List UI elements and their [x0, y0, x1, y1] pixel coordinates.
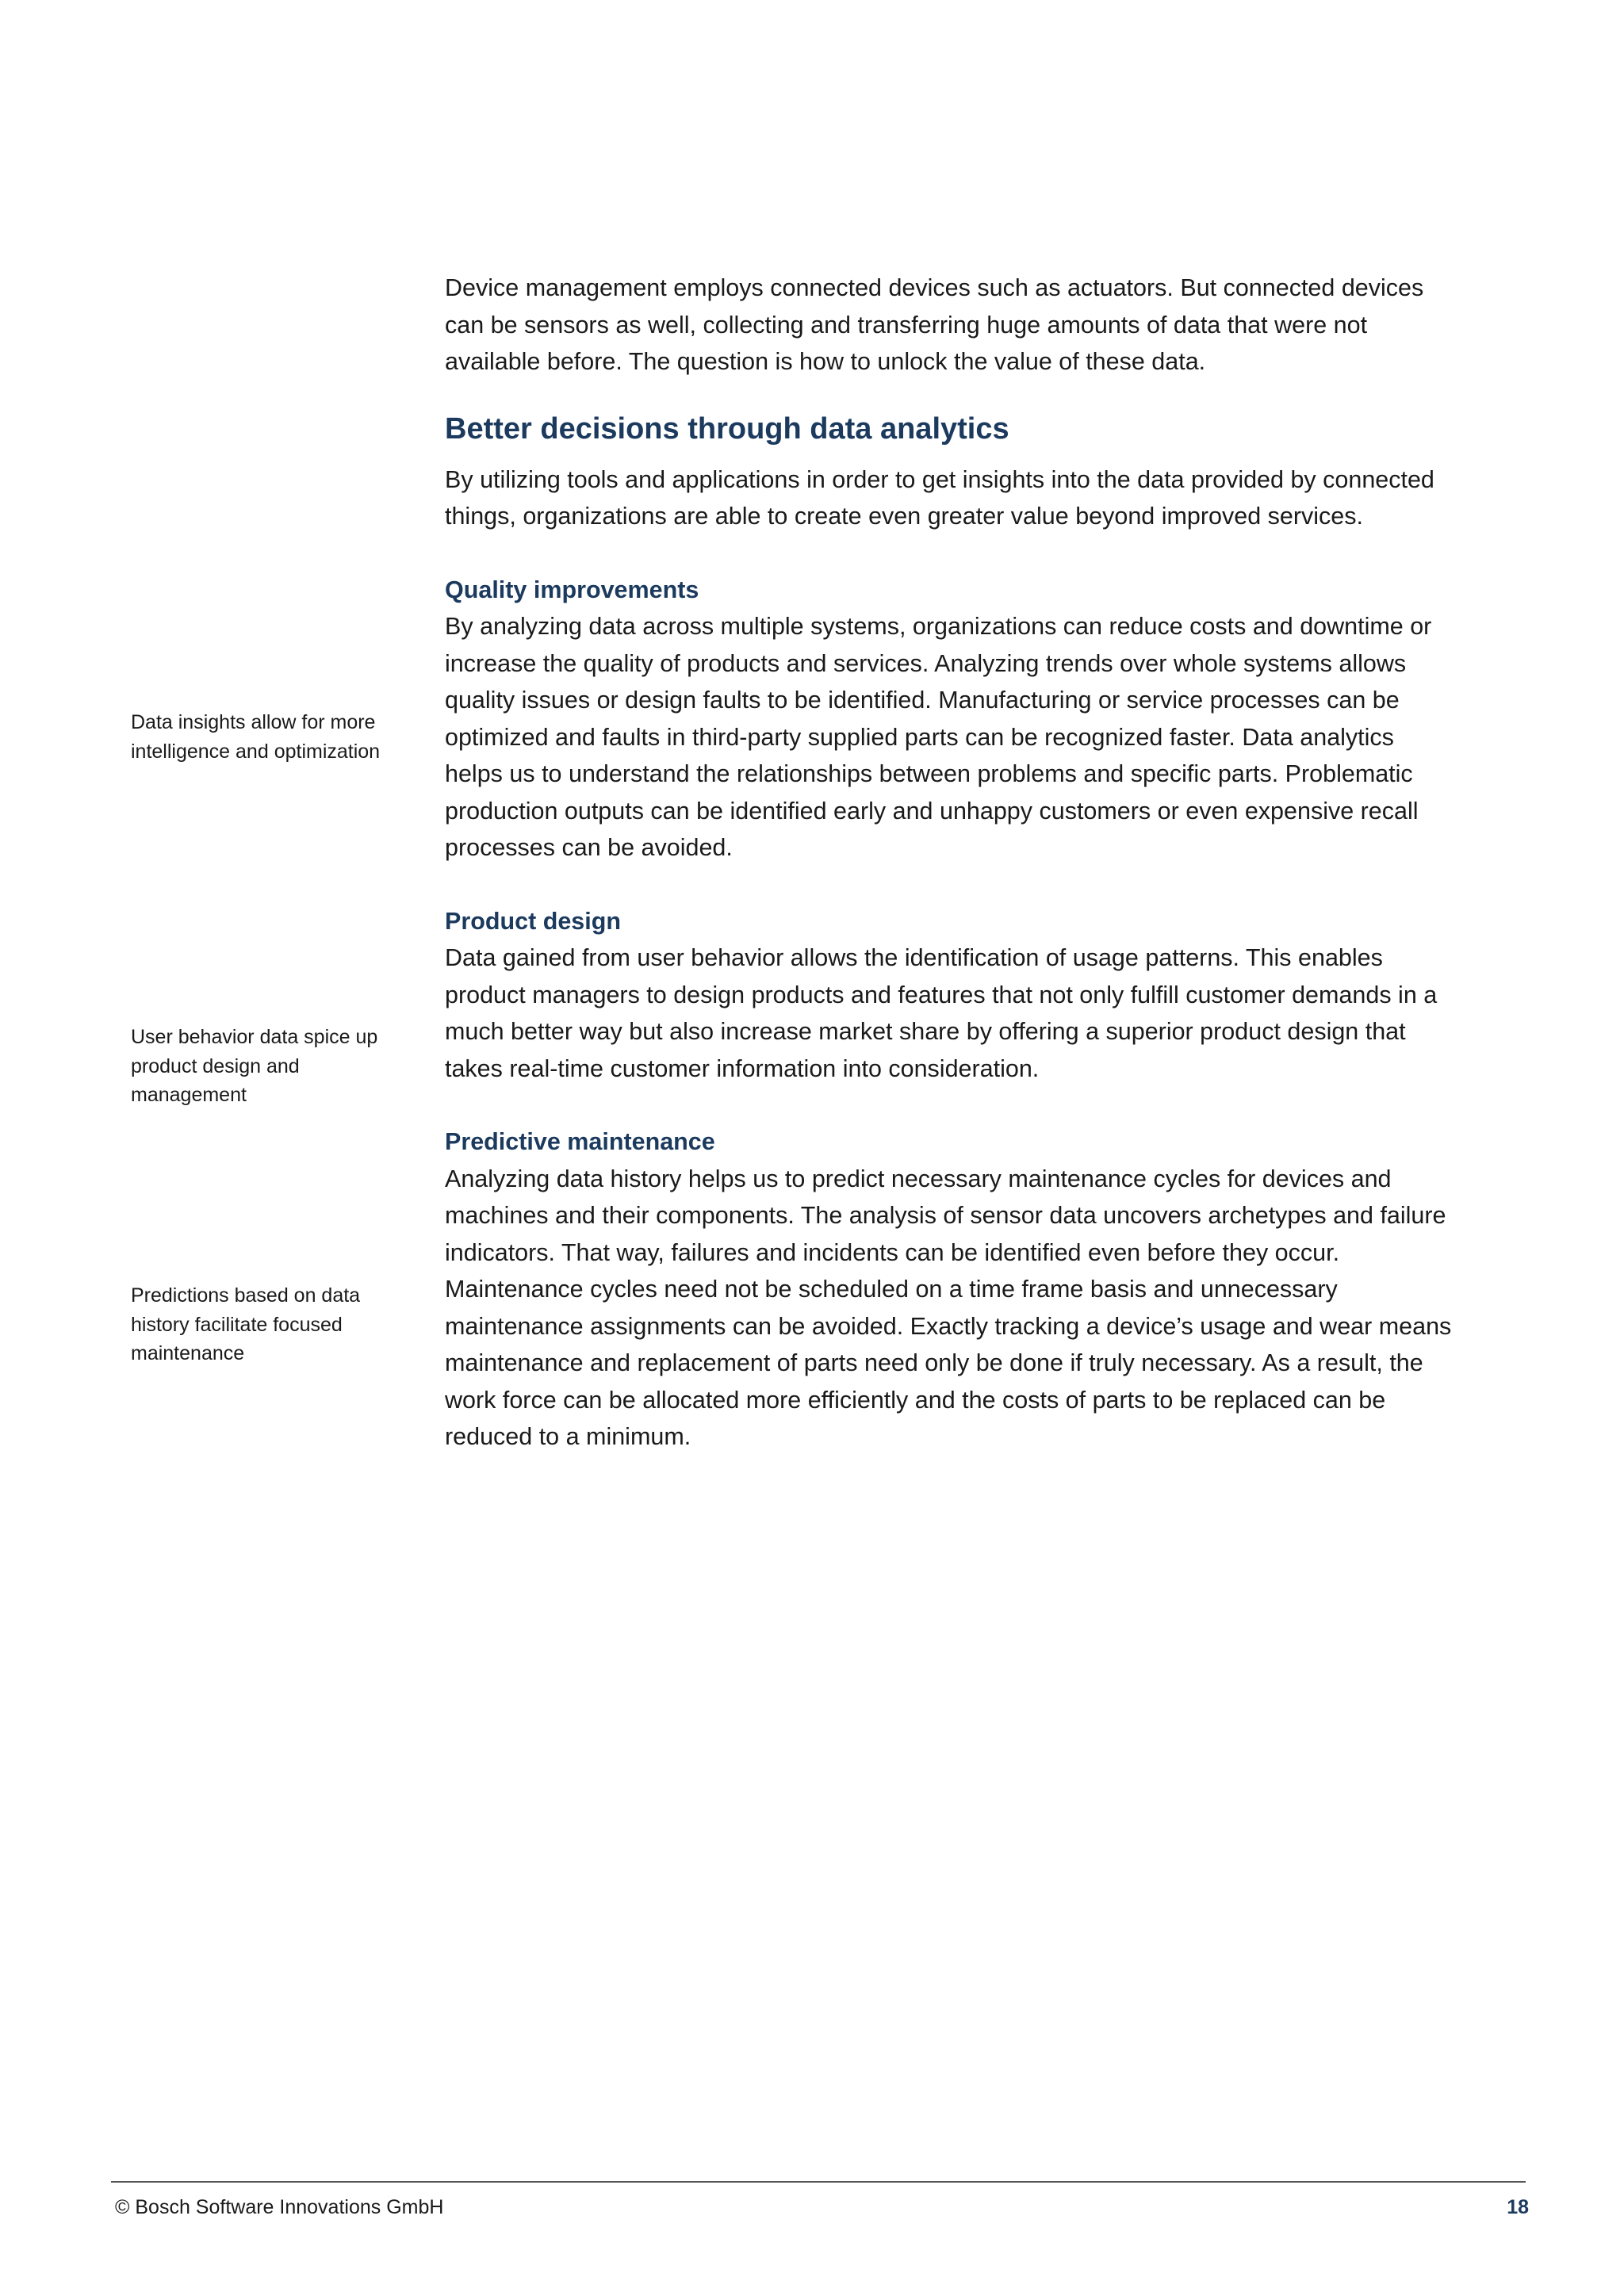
paragraph-product-design: Data gained from user behavior allows the identification of usage patterns. This enables product managers to design products and features that not only fulfill customer demands in a much better way but also increase market share by offering a superior product design that takes real-time customer information into consideration.: [445, 944, 1438, 1082]
footer-divider: [111, 2181, 1526, 2183]
intro-paragraph: Device management employs connected devices such as actuators. But connected devices can be sensors as well, collecting and transferring huge amounts of data that were not available before. The question is how to unlock the value of these data.: [445, 274, 1424, 375]
subheading-product-design: Product design: [445, 907, 621, 935]
main-content: [445, 270, 1452, 1456]
section-heading: Better decisions through data analytics: [445, 411, 1009, 446]
subheading-predictive-maintenance: Predictive maintenance: [445, 1128, 715, 1155]
footer-copyright: © Bosch Software Innovations GmbH: [115, 2196, 444, 2218]
margin-note-quality: Data insights allow for more intelligence and optimization: [131, 711, 381, 763]
paragraph-quality-improvements: By analyzing data across multiple systems, organizations can reduce costs and downtime or increase the quality of products and services. Analyzing trends over whole systems allows quality issues or design faults to be identified. Manufacturing or service processes can be optimized and faults in third-party supplied parts can be recognized faster. Data analytics helps us to understand the relationships between problems and specific parts. Problematic production outputs can be identified early and unhappy customers or even expensive recall processes can be avoided.: [445, 613, 1432, 861]
paragraph-predictive-maintenance: Analyzing data history helps us to predict necessary maintenance cycles for devices and machines and their components. The analysis of sensor data uncovers archetypes and failure indicators. That way, failures and incidents can be identified even before they occur. Maintenance cycles need not be scheduled on a time frame basis and unnecessary maintenance assignments can be avoided. Exactly tracking a device’s usage and wear means maintenance and replacement of parts need only be done if truly necessary. As a result, the work force can be allocated more efficiently and the costs of parts to be replaced can be reduced to a minimum.: [445, 1165, 1452, 1450]
subheading-quality-improvements: Quality improvements: [445, 576, 699, 603]
margin-note-product-design: User behavior data spice up product design and management: [131, 1026, 378, 1106]
page-number: 18: [1507, 2196, 1529, 2218]
section-intro-paragraph: By utilizing tools and applications in order to get insights into the data provided by connected things, organizations are able to create even greater value beyond improved services.: [445, 465, 1434, 530]
margin-note-predictive-maintenance: Predictions based on data history facilitate focused maintenance: [131, 1284, 361, 1364]
